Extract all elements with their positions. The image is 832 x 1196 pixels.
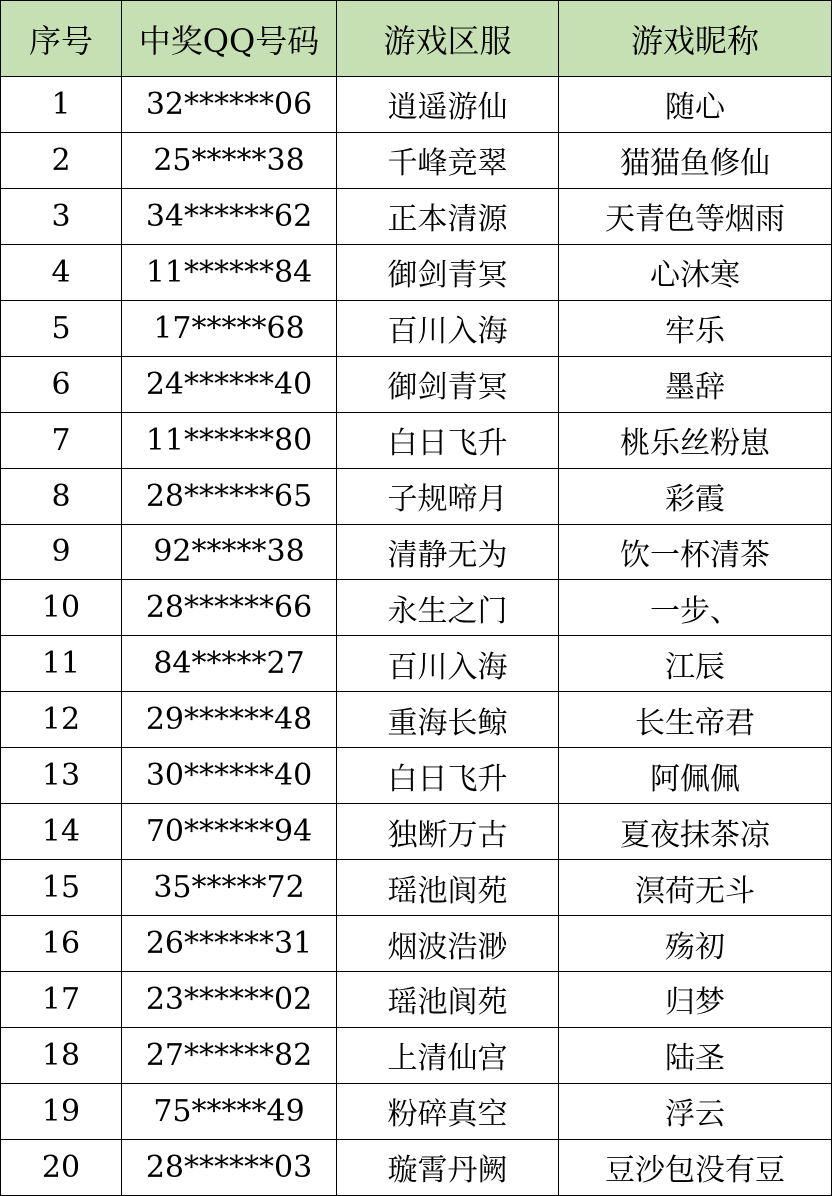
table-row (1, 1083, 832, 1139)
cell-qq-number: 32******06 (122, 77, 337, 133)
cell-game-nickname: 豆沙包没有豆 (559, 1139, 832, 1195)
cell-game-nickname: 长生帝君 (559, 692, 832, 748)
cell-game-nickname: 饮一杯清茶 (559, 524, 832, 580)
cell-serial: 2 (1, 132, 122, 188)
cell-game-server: 白日飞升 (337, 412, 559, 468)
cell-serial: 1 (1, 77, 122, 133)
cell-qq-number: 28******66 (122, 580, 337, 636)
cell-game-server: 千峰竞翠 (337, 132, 559, 188)
cell-serial: 15 (1, 860, 122, 916)
cell-serial: 8 (1, 468, 122, 524)
cell-qq-number: 92*****38 (122, 524, 337, 580)
cell-qq-number: 30******40 (122, 748, 337, 804)
cell-game-nickname: 随心 (559, 77, 832, 133)
cell-game-server: 上清仙宫 (337, 1027, 559, 1083)
cell-serial: 6 (1, 356, 122, 412)
cell-serial: 14 (1, 804, 122, 860)
cell-game-server: 逍遥游仙 (337, 77, 559, 133)
table-row (1, 356, 832, 412)
table-row (1, 860, 832, 916)
table-row (1, 916, 832, 972)
cell-serial: 13 (1, 748, 122, 804)
cell-qq-number: 75*****49 (122, 1083, 337, 1139)
header-serial: 序号 (1, 1, 122, 77)
table-row (1, 412, 832, 468)
cell-game-nickname: 殇初 (559, 916, 832, 972)
cell-game-nickname: 桃乐丝粉崽 (559, 412, 832, 468)
cell-qq-number: 29******48 (122, 692, 337, 748)
cell-game-server: 瑶池阆苑 (337, 972, 559, 1028)
cell-qq-number: 34******62 (122, 188, 337, 244)
cell-game-nickname: 牢乐 (559, 300, 832, 356)
cell-serial: 5 (1, 300, 122, 356)
cell-qq-number: 70******94 (122, 804, 337, 860)
cell-qq-number: 25*****38 (122, 132, 337, 188)
cell-game-nickname: 归梦 (559, 972, 832, 1028)
cell-serial: 9 (1, 524, 122, 580)
table-row (1, 300, 832, 356)
cell-qq-number: 28******65 (122, 468, 337, 524)
cell-qq-number: 27******82 (122, 1027, 337, 1083)
cell-game-server: 粉碎真空 (337, 1083, 559, 1139)
cell-serial: 12 (1, 692, 122, 748)
table-row (1, 132, 832, 188)
cell-game-server: 璇霄丹阙 (337, 1139, 559, 1195)
table-row (1, 1139, 832, 1195)
cell-game-server: 白日飞升 (337, 748, 559, 804)
cell-serial: 7 (1, 412, 122, 468)
table-row (1, 580, 832, 636)
cell-qq-number: 35*****72 (122, 860, 337, 916)
cell-game-nickname: 溟荷无斗 (559, 860, 832, 916)
table-row (1, 636, 832, 692)
cell-game-nickname: 猫猫鱼修仙 (559, 132, 832, 188)
cell-game-server: 瑶池阆苑 (337, 860, 559, 916)
cell-game-nickname: 陆圣 (559, 1027, 832, 1083)
cell-game-server: 百川入海 (337, 636, 559, 692)
cell-serial: 3 (1, 188, 122, 244)
cell-serial: 20 (1, 1139, 122, 1195)
cell-serial: 4 (1, 244, 122, 300)
cell-serial: 19 (1, 1083, 122, 1139)
cell-serial: 10 (1, 580, 122, 636)
cell-game-server: 重海长鲸 (337, 692, 559, 748)
cell-game-server: 子规啼月 (337, 468, 559, 524)
table-row (1, 748, 832, 804)
cell-game-nickname: 阿佩佩 (559, 748, 832, 804)
cell-qq-number: 24******40 (122, 356, 337, 412)
cell-serial: 18 (1, 1027, 122, 1083)
cell-serial: 11 (1, 636, 122, 692)
cell-game-nickname: 天青色等烟雨 (559, 188, 832, 244)
cell-game-nickname: 彩霞 (559, 468, 832, 524)
cell-game-server: 百川入海 (337, 300, 559, 356)
cell-qq-number: 84*****27 (122, 636, 337, 692)
cell-qq-number: 26******31 (122, 916, 337, 972)
cell-game-server: 清静无为 (337, 524, 559, 580)
table-row (1, 1027, 832, 1083)
table-row (1, 188, 832, 244)
cell-game-server: 御剑青冥 (337, 356, 559, 412)
header-game-server: 游戏区服 (337, 1, 559, 77)
cell-qq-number: 23******02 (122, 972, 337, 1028)
table-row (1, 524, 832, 580)
cell-game-nickname: 浮云 (559, 1083, 832, 1139)
cell-qq-number: 17*****68 (122, 300, 337, 356)
table-row (1, 804, 832, 860)
table-row (1, 468, 832, 524)
cell-game-nickname: 一步、 (559, 580, 832, 636)
header-row (1, 1, 832, 77)
table-row (1, 692, 832, 748)
cell-game-nickname: 墨辞 (559, 356, 832, 412)
cell-serial: 17 (1, 972, 122, 1028)
cell-serial: 16 (1, 916, 122, 972)
cell-qq-number: 11******80 (122, 412, 337, 468)
cell-game-nickname: 夏夜抹茶凉 (559, 804, 832, 860)
table-body (1, 77, 832, 1196)
header-game-nickname: 游戏昵称 (559, 1, 832, 77)
cell-qq-number: 28******03 (122, 1139, 337, 1195)
table-row (1, 972, 832, 1028)
cell-game-nickname: 心沐寒 (559, 244, 832, 300)
cell-game-server: 烟波浩渺 (337, 916, 559, 972)
cell-game-server: 正本清源 (337, 188, 559, 244)
cell-game-server: 独断万古 (337, 804, 559, 860)
cell-qq-number: 11******84 (122, 244, 337, 300)
cell-game-server: 永生之门 (337, 580, 559, 636)
table-row (1, 77, 832, 133)
header-qq-number: 中奖QQ号码 (122, 1, 337, 77)
cell-game-nickname: 江辰 (559, 636, 832, 692)
table-row (1, 244, 832, 300)
cell-game-server: 御剑青冥 (337, 244, 559, 300)
